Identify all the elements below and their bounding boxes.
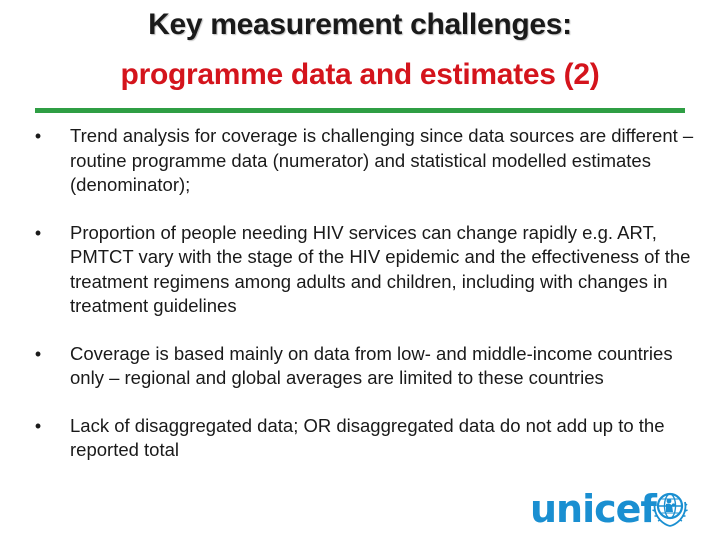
bullet-text: Trend analysis for coverage is challenging since data sources are different – routine programme data (numerator) and statistical modelled estimates (denominator); bbox=[70, 125, 694, 195]
unicef-emblem-icon bbox=[650, 488, 690, 530]
bullet-text: Coverage is based mainly on data from low- and middle-income countries only – regional and global averages are limited to these countries bbox=[70, 342, 673, 388]
bullet-item bbox=[28, 414, 698, 463]
bullet-item bbox=[28, 221, 698, 319]
bullet-text: Lack of disaggregated data; OR disaggregated data do not add up to the reported total bbox=[70, 414, 665, 460]
bullet-list bbox=[28, 124, 698, 486]
bullet-item bbox=[28, 342, 698, 391]
bullet-marker: • bbox=[34, 126, 42, 146]
bullet-marker: • bbox=[34, 222, 42, 243]
unicef-logo-text: unicef bbox=[530, 487, 656, 531]
unicef-logo bbox=[530, 486, 690, 532]
slide-title-line1: Key measurement challenges: bbox=[148, 8, 572, 41]
bullet-item bbox=[28, 124, 698, 198]
slide-title-line2: programme data and estimates (2) bbox=[120, 58, 600, 91]
bullet-text: Proportion of people needing HIV services can change rapidly e.g. ART, PMTCT vary with the stage of the HIV epidemic and the effectiveness of the treatment regimens among adults and children, including with changes in treatment guidelines bbox=[70, 221, 691, 316]
title-divider bbox=[35, 108, 685, 113]
bullet-marker: • bbox=[34, 343, 42, 364]
bullet-marker: • bbox=[34, 415, 42, 436]
